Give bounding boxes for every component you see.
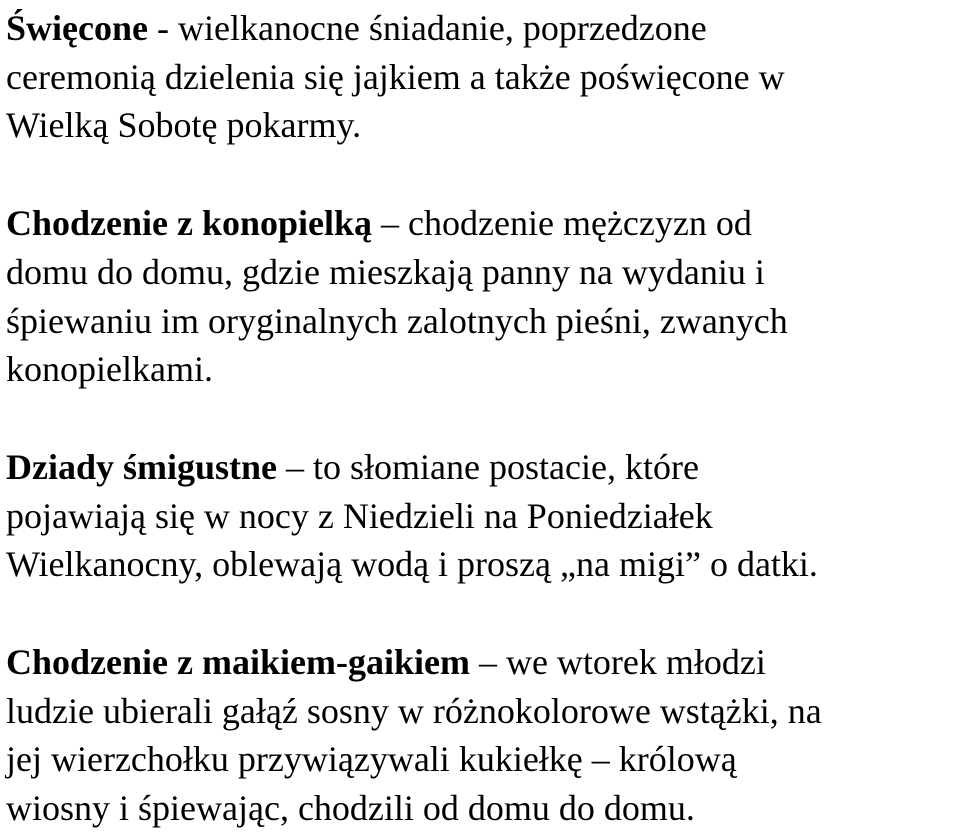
- entry-dziady-smigustne: [6, 443, 956, 589]
- entry-text: – chodzenie mężczyzn od: [372, 203, 752, 244]
- entry-first-line: [6, 443, 956, 492]
- entry-first-line: [6, 199, 956, 248]
- entry-text: konopielkami.: [6, 349, 213, 390]
- entry-term: Chodzenie z konopielką: [6, 203, 373, 244]
- entry-text: - wielkanocne śniadanie, poprzedzone: [147, 8, 707, 48]
- entry-text: Wielkanocny, oblewają wodą i proszą „na migi” o datki.: [6, 544, 818, 585]
- entry-term: Święcone: [6, 8, 148, 48]
- entry-first-line: [6, 4, 956, 53]
- document-body: [6, 4, 956, 833]
- entry-text: wiosny i śpiewając, chodzili od domu do domu.: [6, 788, 695, 829]
- entry-chodzenie-z-maikiem-gaikiem: [6, 638, 956, 833]
- entry-text: jej wierzchołku przywiązywali kukiełkę – królową: [6, 739, 737, 780]
- entry-text: Wielką Sobotę pokarmy.: [6, 105, 362, 146]
- entry-text: – to słomiane postacie, które: [277, 446, 699, 487]
- entry-term: Chodzenie z maikiem-gaikiem: [6, 642, 470, 683]
- entry-text: ceremonią dzielenia się jajkiem a także poświęcone w: [6, 56, 785, 97]
- entry-term: Dziady śmigustne: [6, 446, 278, 487]
- entry-chodzenie-z-konopielka: [6, 199, 956, 394]
- entry-text: śpiewaniu im oryginalnych zalotnych pieśni, zwanych: [6, 300, 788, 341]
- entry-text: – we wtorek młodzi: [469, 642, 766, 683]
- entry-text: ludzie ubierali gałąź sosny w różnokolorowe wstążki, na: [6, 690, 822, 731]
- entry-text: domu do domu, gdzie mieszkają panny na wydaniu i: [6, 251, 765, 292]
- entry-text: pojawiają się w nocy z Niedzieli na Poniedziałek: [6, 495, 713, 536]
- entry-first-line: [6, 638, 956, 687]
- entry-swiecone: [6, 4, 956, 150]
